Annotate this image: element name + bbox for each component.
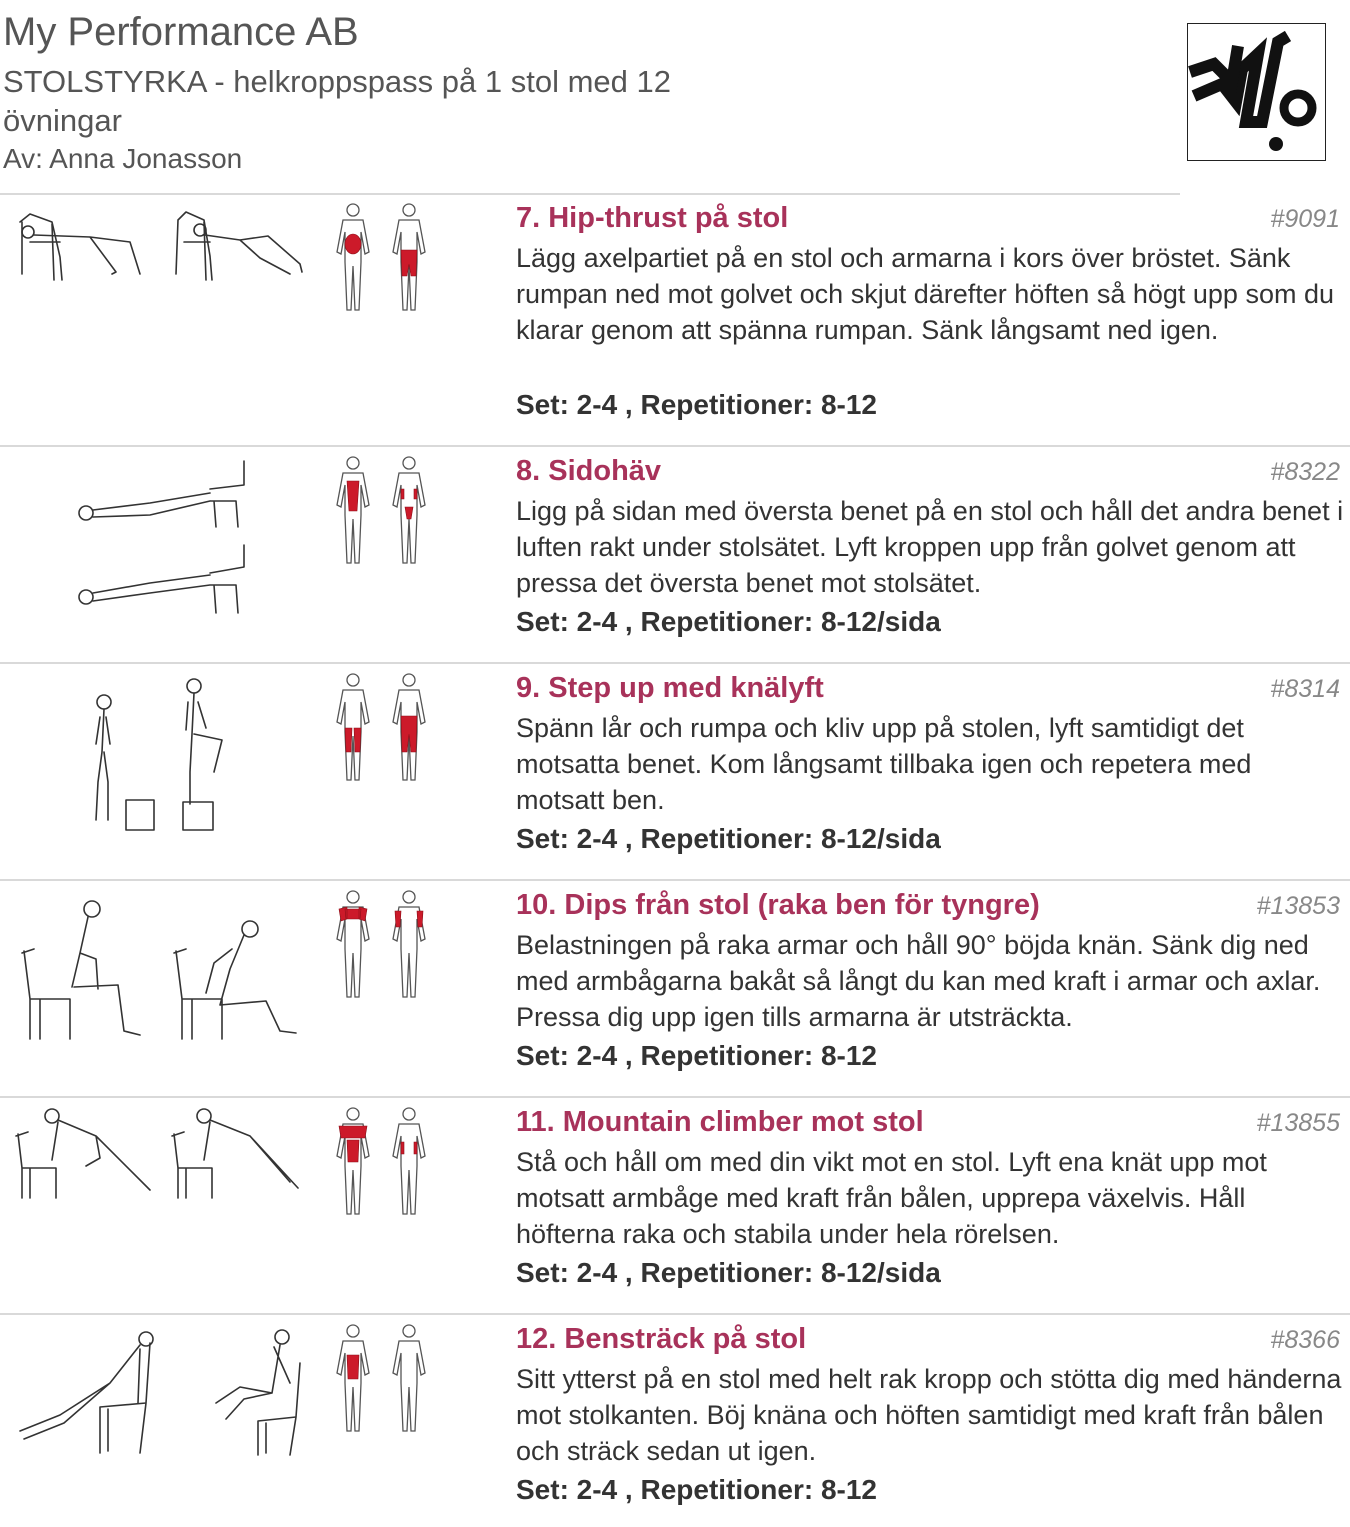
row-divider [0,662,1350,664]
muscle-map [325,889,435,999]
exercise-title: 12. Bensträck på stol [516,1323,807,1355]
exercise-sets: Set: 2-4 , Repetitioner: 8-12 [516,1474,877,1505]
exercise-description: Belastningen på raka armar och håll 90° böjda knän. Sänk dig ned med armbågarna bakåt så långt du kan med kraft i armar och axlar. Pressa dig upp igen tills armarna är utsträckta. [516,930,1321,1032]
exercise-id: #8322 [1270,458,1340,486]
hip-thrust-illustration [0,202,320,292]
dips-illustration [0,889,320,1059]
mountain-climber-illustration [0,1106,320,1216]
exercise-title: 7. Hip-thrust på stol [516,202,789,234]
workout-title: STOLSTYRKA - helkroppspass på 1 stol med 12 övningar [3,64,671,138]
exercise-sets: Set: 2-4 , Repetitioner: 8-12/sida [516,1257,941,1288]
row-divider [0,1096,1350,1098]
step-up-illustration [0,672,320,842]
exercise-id: #13855 [1256,1109,1340,1137]
muscle-map [325,455,435,565]
exercise-title: 9. Step up med knälyft [516,672,824,704]
side-raise-illustration [0,455,320,625]
exercise-title: 8. Sidohäv [516,455,662,487]
exercise-description: Spänn lår och rumpa och kliv upp på stolen, lyft samtidigt det motsatta benet. Kom långsamt tillbaka igen och repetera med motsatt ben. [516,713,1252,815]
exercise-card [0,455,1350,660]
exercise-sets: Set: 2-4 , Repetitioner: 8-12 [516,389,877,420]
row-divider [0,1313,1350,1315]
exercise-id: #8366 [1270,1326,1340,1354]
exercise-card [0,1323,1350,1527]
exercise-id: #13853 [1256,892,1340,920]
exercise-card [0,202,1350,442]
exercise-title: 10. Dips från stol (raka ben för tyngre) [516,889,1040,921]
muscle-map [325,202,435,312]
exercise-description: Stå och håll om med din vikt mot en stol. Lyft ena knät upp mot motsatt armbåge med kraft från bålen, upprepa växelvis. Håll höfterna raka och stabila under hela rörelsen. [516,1147,1267,1249]
exercise-card [0,672,1350,877]
exercise-description: Sitt ytterst på en stol med helt rak kropp och stötta dig med händerna mot stolkanten. Böj knäna och höften samtidigt med kraft från bålen och sträck sedan ut igen. [516,1364,1342,1466]
leg-extension-illustration [0,1323,320,1463]
muscle-map [325,1106,435,1216]
row-divider [0,879,1350,881]
brand-logo [1187,23,1326,161]
muscle-map [325,1323,435,1433]
exercise-card [0,1106,1350,1311]
exercise-sets: Set: 2-4 , Repetitioner: 8-12/sida [516,606,941,637]
exercise-id: #8314 [1270,675,1340,703]
muscle-map [325,672,435,782]
exercise-title: 11. Mountain climber mot stol [516,1106,924,1138]
exercise-sets: Set: 2-4 , Repetitioner: 8-12/sida [516,823,941,854]
row-divider [0,445,1350,447]
exercise-card [0,889,1350,1094]
company-name: My Performance AB [3,10,359,54]
author-line: Av: Anna Jonasson [3,143,243,174]
exercise-id: #9091 [1270,205,1340,233]
header-divider [0,193,1180,195]
exercise-description: Ligg på sidan med översta benet på en stol och håll det andra benet i luften rakt under stolsätet. Lyft kroppen upp från golvet genom att pressa det översta benet mot stolsätet. [516,496,1344,598]
exercise-sets: Set: 2-4 , Repetitioner: 8-12 [516,1040,877,1071]
exercise-description: Lägg axelpartiet på en stol och armarna i kors över bröstet. Sänk rumpan ned mot golvet och skjut därefter höften så högt upp som du klarar genom att spänna rumpan. Sänk långsamt ned igen. [516,243,1334,345]
